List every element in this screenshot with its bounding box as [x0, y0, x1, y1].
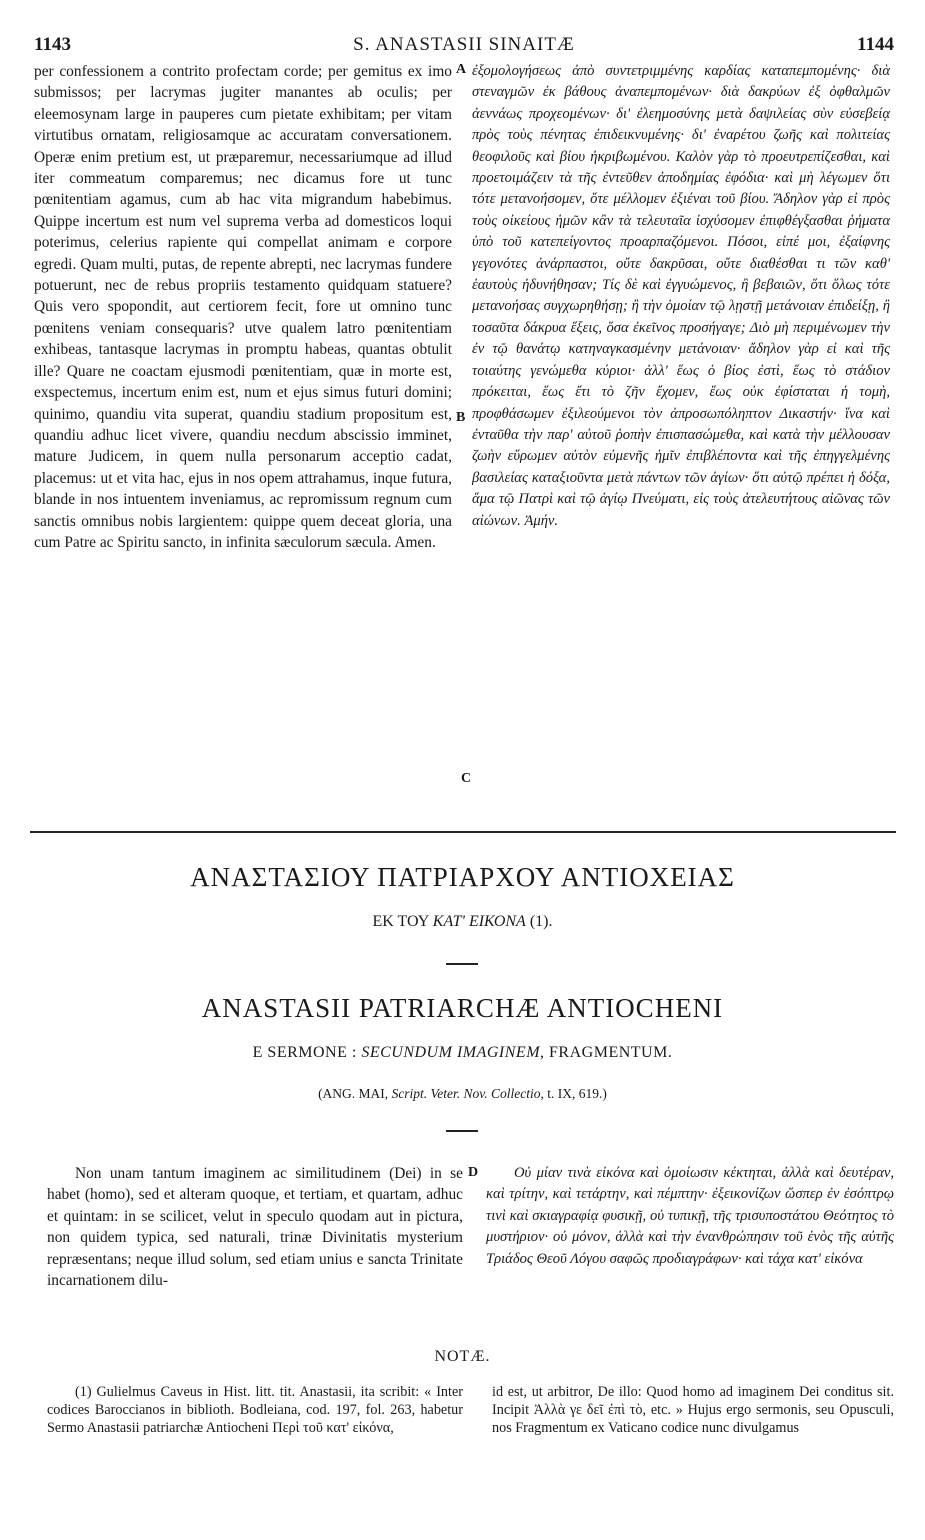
margin-letter-a: A [456, 62, 467, 77]
notes-heading: NOTÆ. [434, 1348, 491, 1365]
greek-paragraph: ἐξομολογήσεως ἀπὸ συντετριμμένης καρδίας καταπεμπομένης· διὰ στεναγμῶν ἐκ βάθους ἀναπεμπομένων· διὰ δακρύων ἐξ ὀφθαλμῶν ἀεννάως προχεομένων· δι' ἐλεημοσύνης μετὰ δαψιλείας σὺν εὐσεβείᾳ πρὸς τοὺς πένητας ἐπιδεικνυμένης· δι' ἐναρέτου ζωῆς καὶ πολιτείας θεοφιλοῦς καὶ βίου ἠκριβωμένου. Καλὸν γὰρ τὸ προευτρεπίζεσθαι, καὶ προετοιμάζειν τὰ τῆς ἐντεῦθεν ἀποδημίας ἐφόδια· καὶ μὴ λέγωμεν ὅτι τότε μετανοήσομεν, ὅτε μέλλομεν ἐξιέναι τοῦ βίου. Ἄδηλον γὰρ εἰ πρὸς τοὺς οἰκείους ἡμῶν κἂν τὰ τελευταῖα ἰσχύσομεν ἐπιφθέγξασθαι ῥήματα ὑπὸ τοῦ κατεπείγοντος προαρπαζόμενοι. Πόσοι, εἰπέ μοι, ἐξαίφνης γεγονότες ἀνάρπαστοι, οὔτε δακρῦσαι, οὔτε διαθέσθαι τι τῶν καθ' ἑαυτοὺς ἠδυνήθησαν; Τίς δὲ καὶ ἐγγυώμενος, ἢ βεβαιῶν, ὅτι ὅλως τότε μετανοήσας συγχωρηθήσῃ; ἢ τὴν ὁμοίαν τῷ λῃστῇ μετάνοιαν ἐπιδείξῃ, ἢ τοσαῦτα δάκρυα ἕξεις, ὅσα ἐκεῖνος προσήγαγε; Διὸ μὴ περιμένωμεν τὴν ἐν τῷ θανάτῳ κατηναγκασμένην μετάνοιαν· ἄδηλον γὰρ εἰ καὶ τῆς τοιαύτης γενώμεθα κύριοι· ἀλλ' ἕως ὁ βίος ἐστὶ, ἕως τὸ στάδιον πρόκειται, ἕως ἔτι τὸ ζῆν ἔχομεν, ἕως οὐκ ἐφίσταται ἡ τομὴ, προφθάσωμεν ἐξιλεούμενοι τὸν ἀπροσωπόληπτον Δικαστήν· ἵνα καὶ ἐνταῦθα τὴν παρ' αὐτοῦ ῥοπὴν ἐπισπασώμεθα, καὶ κατὰ τὴν μέλλουσαν ζωὴν εὕρωμεν αὐτὸν εὐμενῆς ἡμῖν ἐπιβλέποντα καὶ τῆς ἐπηγγελμένης βασιλείας καταξιοῦντα μετὰ πάντων τῶν ἁγίων· ὅτι αὐτῷ πρέπει ἡ δόξα, ἅμα τῷ Πατρὶ καὶ τῷ ἁγίῳ Πνεύματι, εἰς τοὺς ἀτελευτήτους αἰῶνας τῶν αἰώνων. Ἀμήν. [472, 63, 890, 529]
citation-italic: Script. Veter. Nov. Collectio [391, 1086, 541, 1101]
running-title: S. ANASTASII SINAITÆ [353, 34, 575, 55]
latin-column-top [34, 61, 452, 553]
latin-column-bottom [47, 1163, 463, 1291]
greek-title: ΑΝΑΣΤΑΣΙΟΥ ΠΑΤΡΙΑΡΧΟΥ ΑΝΤΙΟΧΕΙΑΣ [190, 862, 735, 892]
greek-column-bottom [486, 1163, 894, 1270]
short-rule-1 [446, 963, 478, 965]
citation-suffix: , t. IX, 619.) [540, 1086, 607, 1101]
greek-subtitle-prefix: ΕΚ ΤΟΥ [372, 913, 433, 930]
margin-letter-c: C [461, 771, 472, 786]
greek-subtitle-suffix: (1). [525, 913, 553, 930]
right-page-number: 1144 [857, 34, 894, 55]
section-divider [30, 831, 896, 833]
page-header [34, 34, 894, 58]
citation-prefix: (ANG. MAI, [318, 1086, 392, 1101]
greek-subtitle-italic: ΚΑΤ' ΕΙΚΟΝΑ [432, 913, 526, 930]
latin-title: ANASTASII PATRIARCHÆ ANTIOCHENI [201, 993, 724, 1023]
margin-letter-b: B [456, 410, 466, 425]
latin-subtitle-italic: SECUNDUM IMAGINEM [361, 1044, 541, 1061]
margin-letter-d: D [468, 1165, 479, 1180]
greek-column-top [472, 61, 890, 532]
greek-fragment-paragraph: Οὐ μίαν τινὰ εἰκόνα καὶ ὁμοίωσιν κέκτηται, ἀλλὰ καὶ δευτέραν, καὶ τρίτην, καὶ τετάρτην, καὶ πέμπτην· ἐξεικονίζων ὥσπερ ἐν ἐσόπτρῳ τινὶ καὶ σκιαγραφίᾳ φυσικῇ, οὐ τυπικῇ, τῆς τρισυποστάτου Θεότητος τὸ μυστήριον· οὐ μόνον, ἀλλὰ καὶ τὴν ἐνανθρώπησιν τοῦ ἑνὸς τῆς αὐτῆς Τριάδος Θεοῦ Λόγου σαφῶς προδιαγράφων· καὶ τάχα κατ' εἰκόνα [486, 1165, 894, 1267]
note-right-column: id est, ut arbitror, De illo: Quod homo ad imaginem Dei conditus sit. Incipit Ἀλλὰ γε δεῖ ἐπὶ τὸ, etc. » Hujus ergo sermonis, seu Opusculi, nos Fragmentum ex Vaticano codice nunc divulgamus [492, 1384, 894, 1436]
latin-subtitle-prefix: E SERMONE : [252, 1044, 362, 1061]
latin-subtitle-suffix: , FRAGMENTUM. [540, 1044, 673, 1061]
short-rule-2 [446, 1130, 478, 1132]
source-citation [0, 1086, 925, 1102]
left-page-number: 1143 [34, 34, 71, 55]
latin-paragraph: per confessionem a contrito profectam corde; per gemitus ex imo submissos; per lacrymas jugiter manantes ab oculis; per eleemosynam large in pauperes cum pietate exhibitam; per vitam virtutibus ornatam, religiosamque ac accuratam conversationem. Operæ enim pretium est, ut præparemur, necessariumque ad illud iter commeatum comparemus; nec dicamus fore ut tunc pœnitentiam agamus, cum ab hac vita migrandum habebimus. Quippe incertum est num vel suprema verba ad domesticos loqui poterimus, celerius rapiente qui compellat animam e corpore egredi. Quam multi, putas, de repente abrepti, nec lacrymas fundere potuerunt, nec de rebus propriis testamento quidquam statuere? Quis vero spopondit, aut certiorem fecit, fore ut omnino tunc pœnitens veniam consequaris? utve qualem latro pœnitentiam exhibeas, tantasque lacrymas in promptu habeas, quantas obtulit ille? Quare ne coactam ejusmodi pœnitentiam, quæ in morte est, exspectemus, incertum enim est, num et ejus simus futuri domini; quinimo, quandiu vita superat, quandiu stadium propositum est, quandiu adhuc licet vivere, quandiu necdum abscissio imminet, mature Judicem, in quem nulla personarum acceptio cadat, placemus: ut et vita hac, ejus in nos opem attrahamus, inque futura, blande in nos intuentem inveniamus, ac repromissum regnum cum sanctis omnibus nobis largientem: quippe quem deceat gloria, una cum Patre ac Spiritu sancto, in infinita sæculorum sæcula. Amen. [34, 63, 452, 551]
greek-subtitle [0, 913, 925, 931]
note-left-column: (1) Gulielmus Caveus in Hist. litt. tit. Anastasii, ita scribit: « Inter codices Baroccianos in biblioth. Bodleiana, cod. 197, fol. 263, habetur Sermo Anastasii patriarchæ Antiocheni Περὶ τοῦ κατ' εἰκόνα, [47, 1384, 463, 1436]
latin-fragment-paragraph: Non unam tantum imaginem ac similitudinem (Dei) in se habet (homo), sed et alteram quoque, et tertiam, et quartam, adhuc et quintam: in se scilicet, velut in speculo quodam aut in pictura, non quidem typica, sed naturali, trinæ Divinitatis mysterium repræsentans; neque illud solum, sed etiam unius e sancta Trinitate incarnationem dilu- [47, 1165, 463, 1290]
latin-subtitle [0, 1044, 925, 1062]
